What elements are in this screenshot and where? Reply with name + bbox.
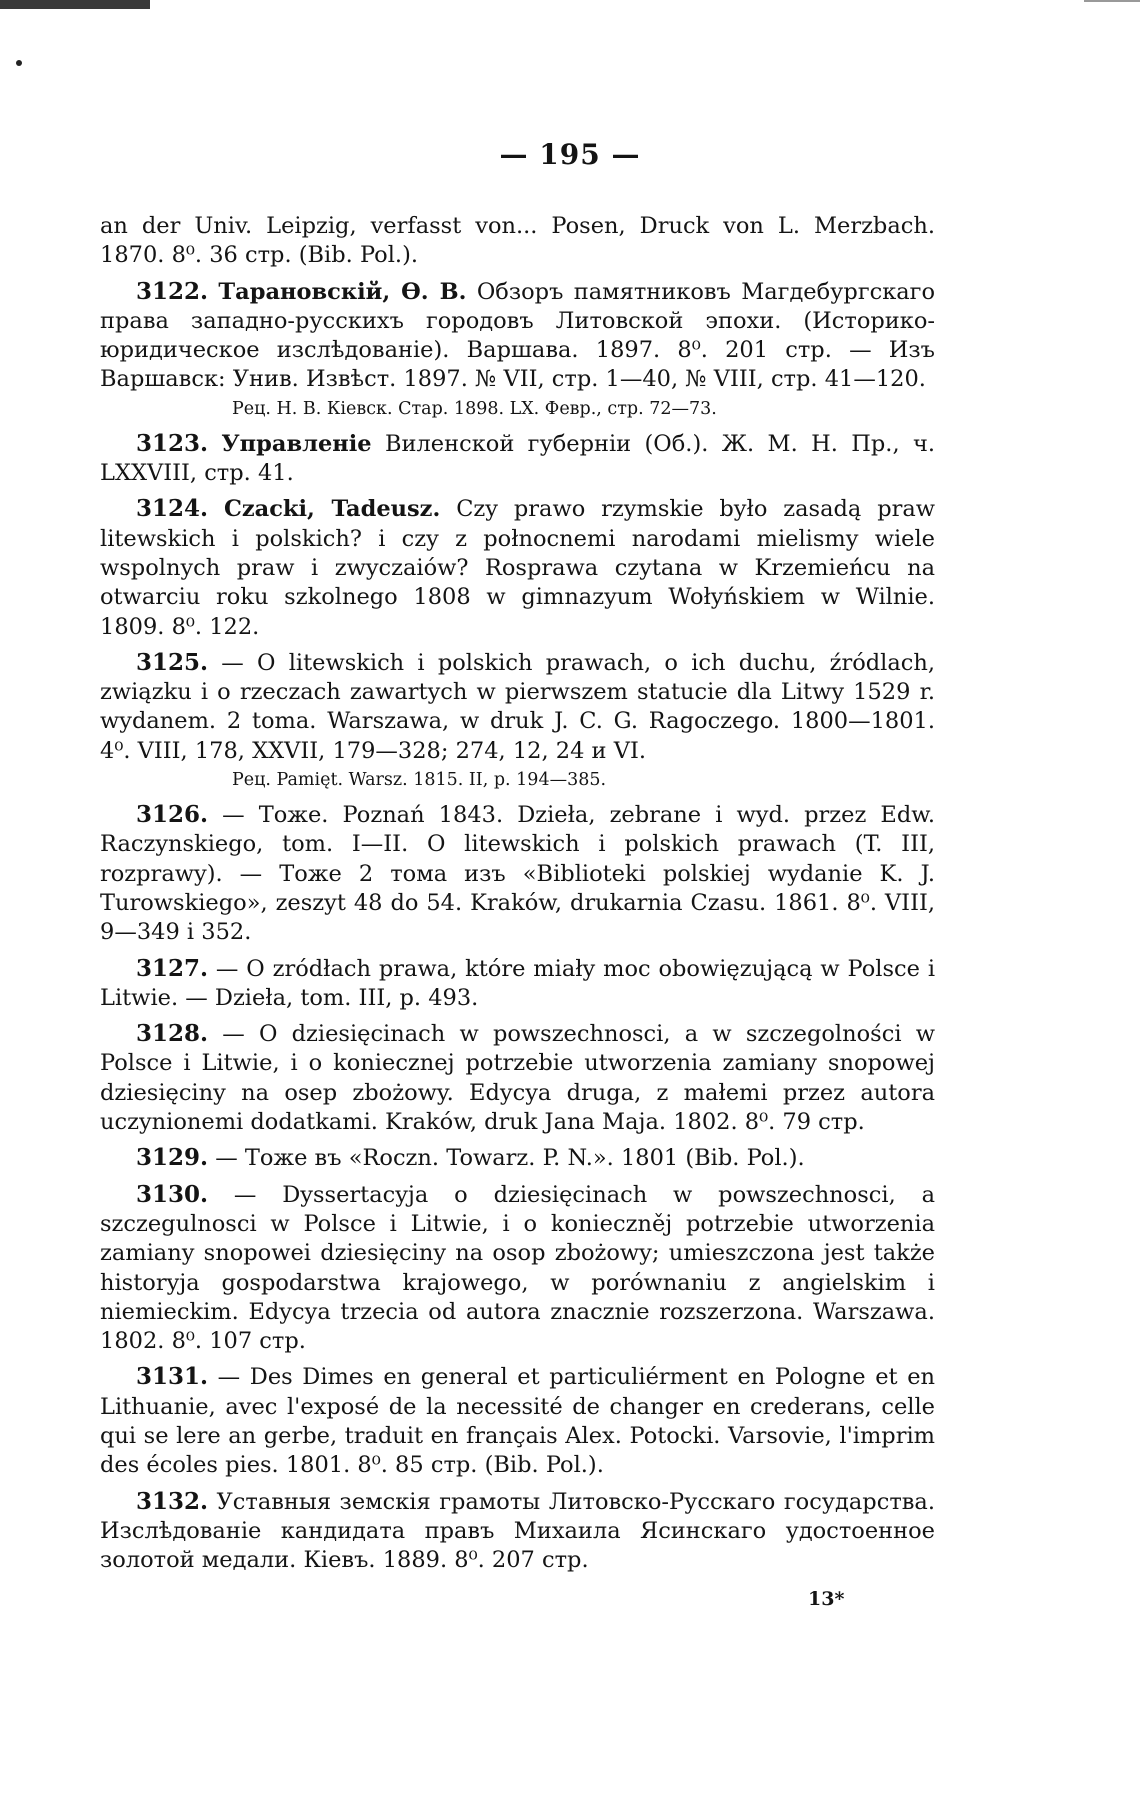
- entry-text: — Тоже въ «Roczn. Towarz. P. N.». 1801 (Bib. Pol.).: [215, 1145, 805, 1172]
- bibliography-column: [100, 212, 935, 1581]
- entry-number: 3129.: [136, 1144, 209, 1172]
- entry-3129: [100, 1143, 935, 1173]
- entry-3131: [100, 1362, 935, 1480]
- entry-number: 3123.: [136, 429, 209, 457]
- entry-text: Уставныя земскія грамоты Литовско-Русскаго государства. Изслѣдованіе кандидата правъ Михаила Ясинскаго удостоенное золотой медали. Кіевъ. 1889. 8⁰. 207 стр.: [100, 1488, 935, 1574]
- entry-3128: [100, 1019, 935, 1137]
- entry-review: Рец. Pamięt. Warsz. 1815. II, p. 194—385.: [232, 770, 607, 791]
- entry-3130: [100, 1180, 935, 1357]
- entry-author: Тарановскій, Ө. В.: [218, 278, 467, 305]
- scan-edge: [1084, 0, 1140, 2]
- entry-3124: [100, 494, 935, 641]
- entry-text: — O zródłach prawa, które miały moc obowięzującą w Polsce i Litwie. — Dzieła, tom. III, p. 493.: [100, 955, 936, 1011]
- entry-review: Рец. Н. В. Кіевск. Стар. 1898. LX. Февр., стр. 72—73.: [232, 398, 717, 419]
- entry-3127: [100, 954, 935, 1014]
- entry-author: Управленіе: [221, 430, 372, 457]
- entry-text: Czy prawo rzymskie było zasadą praw litewskich i polskich? i czy z połnocnemi narodami mielismy wiele wspolnych praw i zwyczaiów? Rosprawa czytana w Krzemieńcu na otwarciu roku szkolnego 1808 w gimnazyum Wołyńskiem w Wilnie. 1809. 8⁰. 122.: [100, 496, 936, 640]
- entry-number: 3122.: [136, 277, 209, 305]
- entry-text: — Тоже. Poznań 1843. Dzieła, zebrane i wyd. przez Edw. Raczynskiego, tom. I—II. O litewskich i polskich prawach (T. III, rozprawy). — Тоже 2 тома изъ «Biblioteki polskiej wydanie K. J. Turowskiego», zeszyt 48 do 54. Kraków, drukarnia Czasu. 1861. 8⁰. VIII, 9—349 i 352.: [100, 802, 935, 946]
- scan-artifact: [0, 0, 150, 9]
- entry-3132: [100, 1487, 935, 1576]
- entry-text: an der Univ. Leipzig, verfasst von... Posen, Druck von L. Merzbach. 1870. 8⁰. 36 стр. (Bib. Pol.).: [100, 213, 935, 269]
- entry-number: 3131.: [136, 1363, 209, 1391]
- entry-number: 3124.: [136, 495, 209, 523]
- entry-text: Обзоръ памятниковъ Магдебургскаго права западно-русскихъ городовъ Литовской эпохи. (Историко-юридическое изслѣдованіе). Варшава. 1897. 8⁰. 201 стр. — Изъ Варшавск: Унив. Извѣст. 1897. № VII, стр. 1—40, № VIII, стр. 41—120.: [100, 278, 936, 393]
- entry-number: 3125.: [136, 648, 209, 676]
- entry-text: Виленской губерніи (Об.). Ж. М. Н. Пр., ч. LXXVIII, стр. 41.: [100, 430, 935, 487]
- entry-text: — O litewskich i polskich prawach, o ich duchu, źródlach, związku i o rzeczach zawartych w pierwszem statucie dla Litwy 1529 r. wydanem. 2 toma. Warszawa, w druk J. C. G. Ragoczego. 1800—1801. 4⁰. VIII, 178, XXVII, 179—328; 274, 12, 24 и VI.: [100, 649, 935, 764]
- entry-text: — Dyssertacyja o dziesięcinach w powszechnosci, a szczegulnosci w Polsce i Litwie, i o konieczněj potrzebie utworzenia zamiany snopowei dziesięciny na osop zbożowy; umieszczona jest także historyja gospodarstwa krajowego, w porównaniu z angielskim i niemieckim. Edycya trzecia od autora znacznie rozszerzona. Warszawa. 1802. 8⁰. 107 стр.: [100, 1181, 935, 1355]
- entry-3122: [100, 277, 935, 395]
- entry-number: 3127.: [136, 954, 209, 982]
- entry-continuation: [100, 212, 935, 271]
- entry-text: — Des Dimes en general et particuliérment en Pologne et en Lithuanie, avec l'exposé de la necessité de changer en crederans, celle qui se lere an gerbe, traduit en français Alex. Potocki. Varsovie, l'imprim des écoles pies. 1801. 8⁰. 85 стр. (Bib. Pol.).: [100, 1364, 935, 1479]
- page-number: — 195 —: [499, 138, 641, 171]
- entry-number: 3126.: [136, 801, 209, 829]
- scan-speck: [16, 60, 22, 66]
- entry-3125: [100, 648, 935, 766]
- signature-mark: 13*: [808, 1588, 845, 1610]
- entry-3126: [100, 800, 935, 947]
- entry-number: 3132.: [136, 1487, 209, 1515]
- entry-number: 3130.: [136, 1180, 209, 1208]
- entry-text: — O dziesięcinach w powszechnosci, a w szczegolności w Polsce i Litwie, i o koniecznej potrzebie utworzenia zamiany snopowej dziesięciny na osep zbożowy. Edycya druga, z małemi przez autora uczynionemi dodatkami. Kraków, druk Jana Maja. 1802. 8⁰. 79 стр.: [100, 1021, 935, 1136]
- entry-3123: [100, 429, 935, 489]
- entry-number: 3128.: [136, 1020, 209, 1048]
- entry-author: Czacki, Tadeusz.: [223, 496, 441, 523]
